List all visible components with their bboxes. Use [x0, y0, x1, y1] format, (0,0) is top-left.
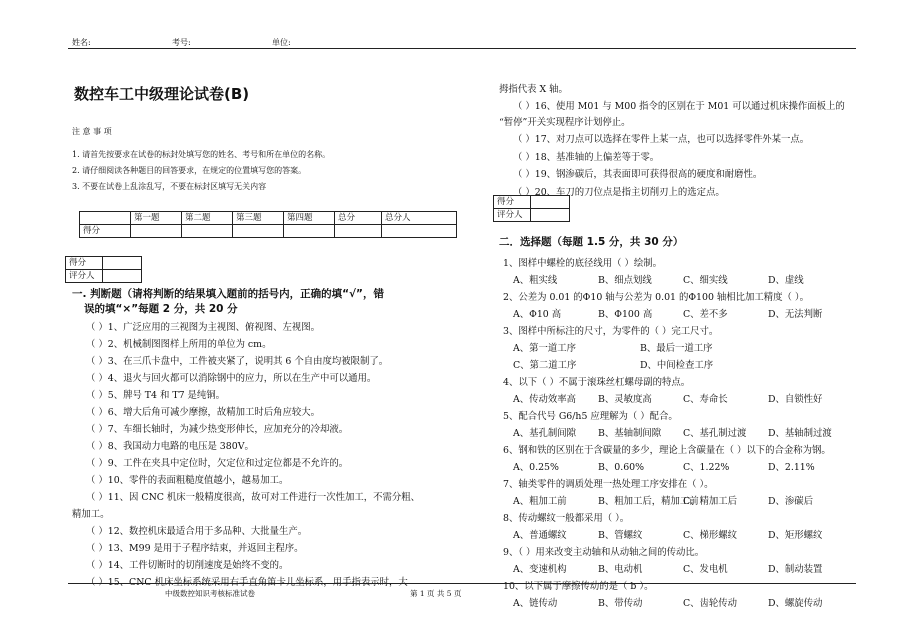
judge-item: （ ）20、车刀的刀位点是指主切削刃上的选定点。	[513, 187, 725, 198]
answer-option: A、0.25%	[513, 462, 559, 473]
answer-option: B、电动机	[598, 564, 643, 575]
score-table-header: 第三题	[233, 212, 284, 225]
answer-option: C、梯形螺纹	[683, 530, 738, 541]
answer-option: C、精加工后	[683, 496, 738, 507]
score-cell	[182, 225, 233, 238]
section2-title: 二．选择题（每题 1.5 分，共 30 分）	[499, 236, 684, 248]
score-cell	[131, 225, 182, 238]
judge-item: （ ）5、牌号 T4 和 T7 是纯铜。	[86, 390, 226, 401]
answer-option: C、差不多	[683, 309, 728, 320]
question-stem: 7、轴类零件的调质处理一热处理工序安排在（ ）。	[503, 479, 714, 490]
score-label: 得分	[494, 196, 531, 209]
score-table-header: 第一题	[131, 212, 182, 225]
question-stem: 10、以下属于摩擦传动的是（ b ）。	[503, 581, 654, 592]
judge-item: （ ）16、使用 M01 与 M00 指令的区别在于 M01 可以通过机床操作面板上的	[513, 101, 845, 112]
score-cell	[233, 225, 284, 238]
score-row-label: 得分	[80, 225, 131, 238]
score-cell	[531, 196, 570, 209]
answer-option: C、细实线	[683, 275, 728, 286]
answer-option: C、寿命长	[683, 394, 728, 405]
section1-title: 一. 判断题（请将判断的结果填入题前的括号内，正确的填“√”，错	[72, 288, 384, 300]
question-stem: 3、图样中所标注的尺寸，为零件的（ ）完工尺寸。	[503, 326, 719, 337]
answer-option: D、螺旋传动	[768, 598, 823, 609]
answer-option: A、普通螺纹	[513, 530, 567, 541]
answer-option: A、变速机构	[513, 564, 567, 575]
unit-label: 单位:	[272, 38, 291, 47]
judge-item-cont: 精加工。	[72, 509, 110, 520]
judge-item-cont: 拇指代表 X 轴。	[499, 84, 568, 95]
judge-item: （ ）6、增大后角可减少摩擦，故精加工时后角应较大。	[86, 407, 320, 418]
judge-item: （ ）4、退火与回火都可以消除钢中的应力，所以在生产中可以通用。	[86, 373, 377, 384]
judge-item-cont: “暂停”开关实现程序计划停止。	[499, 117, 631, 128]
answer-option: A、粗实线	[513, 275, 558, 286]
answer-option: C、基孔制过渡	[683, 428, 747, 439]
answer-option: A、粗加工前	[513, 496, 567, 507]
header-rule	[68, 48, 856, 49]
answer-option: B、Φ100 高	[598, 309, 653, 320]
judge-item: （ ）15、CNC 机床坐标系统采用右手直角笛卡儿坐标系，用手指表示时，大	[86, 577, 408, 588]
exam-no-label: 考号:	[172, 38, 191, 47]
grader-label: 评分人	[66, 270, 103, 283]
page-number: 第 1 页 共 5 页	[410, 589, 462, 598]
section2-score-table	[493, 195, 570, 222]
answer-option: C、1.22%	[683, 462, 730, 473]
grader-cell	[531, 209, 570, 222]
score-cell	[103, 257, 142, 270]
answer-option: C、齿轮传动	[683, 598, 738, 609]
answer-option: D、自锁性好	[768, 394, 823, 405]
score-cell	[335, 225, 382, 238]
answer-option: C、发电机	[683, 564, 728, 575]
answer-option: D、2.11%	[768, 462, 815, 473]
answer-option: C、第二道工序	[513, 360, 577, 371]
grader-cell	[103, 270, 142, 283]
judge-item: （ ）13、M99 是用于子程序结束，并返回主程序。	[86, 543, 304, 554]
grader-label: 评分人	[494, 209, 531, 222]
answer-option: B、细点划线	[598, 275, 652, 286]
answer-option: D、中间检查工序	[640, 360, 714, 371]
name-label: 姓名:	[72, 38, 91, 47]
score-table-corner	[80, 212, 131, 225]
notice-item: 3. 不要在试卷上乱涂乱写，不要在标封区填写无关内容	[72, 182, 267, 191]
answer-option: B、带传动	[598, 598, 643, 609]
question-stem: 1、图样中螺栓的底径线用（ ）绘制。	[503, 258, 662, 269]
notice-item: 1. 请首先按要求在试卷的标封处填写您的姓名、考号和所在单位的名称。	[72, 150, 331, 159]
score-table-header: 第四题	[284, 212, 335, 225]
question-stem: 8、传动螺纹一般都采用（ ）。	[503, 513, 630, 524]
answer-option: B、基轴制间隙	[598, 428, 662, 439]
answer-option: D、基轴制过渡	[768, 428, 832, 439]
score-table	[79, 211, 457, 238]
judge-item: （ ）7、车细长轴时，为减少热变形伸长，应加充分的冷却液。	[86, 424, 349, 435]
judge-item: （ ）2、机械制图图样上所用的单位为 cm。	[86, 339, 272, 350]
answer-option: D、虚线	[768, 275, 804, 286]
judge-item: （ ）12、数控机床最适合用于多品种、大批量生产。	[86, 526, 308, 537]
judge-item: （ ）18、基准轴的上偏差等于零。	[513, 152, 660, 163]
judge-item: （ ）1、广泛应用的三视图为主视图、俯视图、左视图。	[86, 322, 320, 333]
footer-left: 中级数控知识考核标准试卷	[165, 589, 255, 598]
footer-rule	[68, 583, 856, 584]
judge-item: （ ）19、钢渗碳后，其表面即可获得很高的硬度和耐磨性。	[513, 169, 763, 180]
section1-title-cont: 误的填“×”每题 2 分，共 20 分	[84, 303, 238, 315]
score-label: 得分	[66, 257, 103, 270]
answer-option: D、矩形螺纹	[768, 530, 823, 541]
judge-item: （ ）17、对刀点可以选择在零件上某一点，也可以选择零件外某一点。	[513, 134, 810, 145]
answer-option: A、Φ10 高	[513, 309, 562, 320]
section1-score-table	[65, 256, 142, 283]
notice-item: 2. 请仔细阅读各种题目的回答要求，在规定的位置填写您的答案。	[72, 166, 307, 175]
answer-option: B、粗加工后，精加工前	[598, 496, 699, 507]
answer-option: B、管螺纹	[598, 530, 643, 541]
judge-item: （ ）14、工件切断时的切削速度是始终不变的。	[86, 560, 289, 571]
answer-option: B、灵敏度高	[598, 394, 652, 405]
answer-option: A、链传动	[513, 598, 558, 609]
answer-option: A、第一道工序	[513, 343, 577, 354]
question-stem: 5、配合代号 G6/h5 应理解为（ ）配合。	[503, 411, 678, 422]
answer-option: D、无法判断	[768, 309, 823, 320]
exam-title: 数控车工中级理论试卷(B)	[74, 85, 250, 103]
answer-option: A、基孔制间隙	[513, 428, 577, 439]
score-cell	[284, 225, 335, 238]
score-table-header: 第二题	[182, 212, 233, 225]
question-stem: 4、以下（ ）不属于滚珠丝杠螺母副的特点。	[503, 377, 691, 388]
question-stem: 9、（ ）用来改变主动轴和从动轴之间的传动比。	[503, 547, 705, 558]
answer-option: B、0.60%	[598, 462, 645, 473]
score-table-header: 总分人	[382, 212, 457, 225]
answer-option: B、最后一道工序	[640, 343, 713, 354]
question-stem: 2、公差为 0.01 的Φ10 轴与公差为 0.01 的Φ100 轴相比加工精度（ ）。	[503, 292, 809, 303]
answer-option: D、渗碳后	[768, 496, 814, 507]
score-cell	[382, 225, 457, 238]
score-table-header: 总分	[335, 212, 382, 225]
judge-item: （ ）3、在三爪卡盘中，工件被夹紧了，说明其 6 个自由度均被限制了。	[86, 356, 389, 367]
notice-heading: 注 意 事 项	[72, 127, 112, 136]
judge-item: （ ）11、因 CNC 机床一般精度很高，故可对工件进行一次性加工，不需分粗、	[86, 492, 421, 503]
answer-option: D、制动装置	[768, 564, 823, 575]
judge-item: （ ）9、工件在夹具中定位时，欠定位和过定位都是不允许的。	[86, 458, 349, 469]
question-stem: 6、钢和铁的区别在于含碳量的多少，理论上含碳量在（ ）以下的合金称为钢。	[503, 445, 831, 456]
judge-item: （ ）8、我国动力电路的电压是 380V。	[86, 441, 254, 452]
answer-option: A、传动效率高	[513, 394, 577, 405]
judge-item: （ ）10、零件的表面粗糙度值越小，越易加工。	[86, 475, 289, 486]
